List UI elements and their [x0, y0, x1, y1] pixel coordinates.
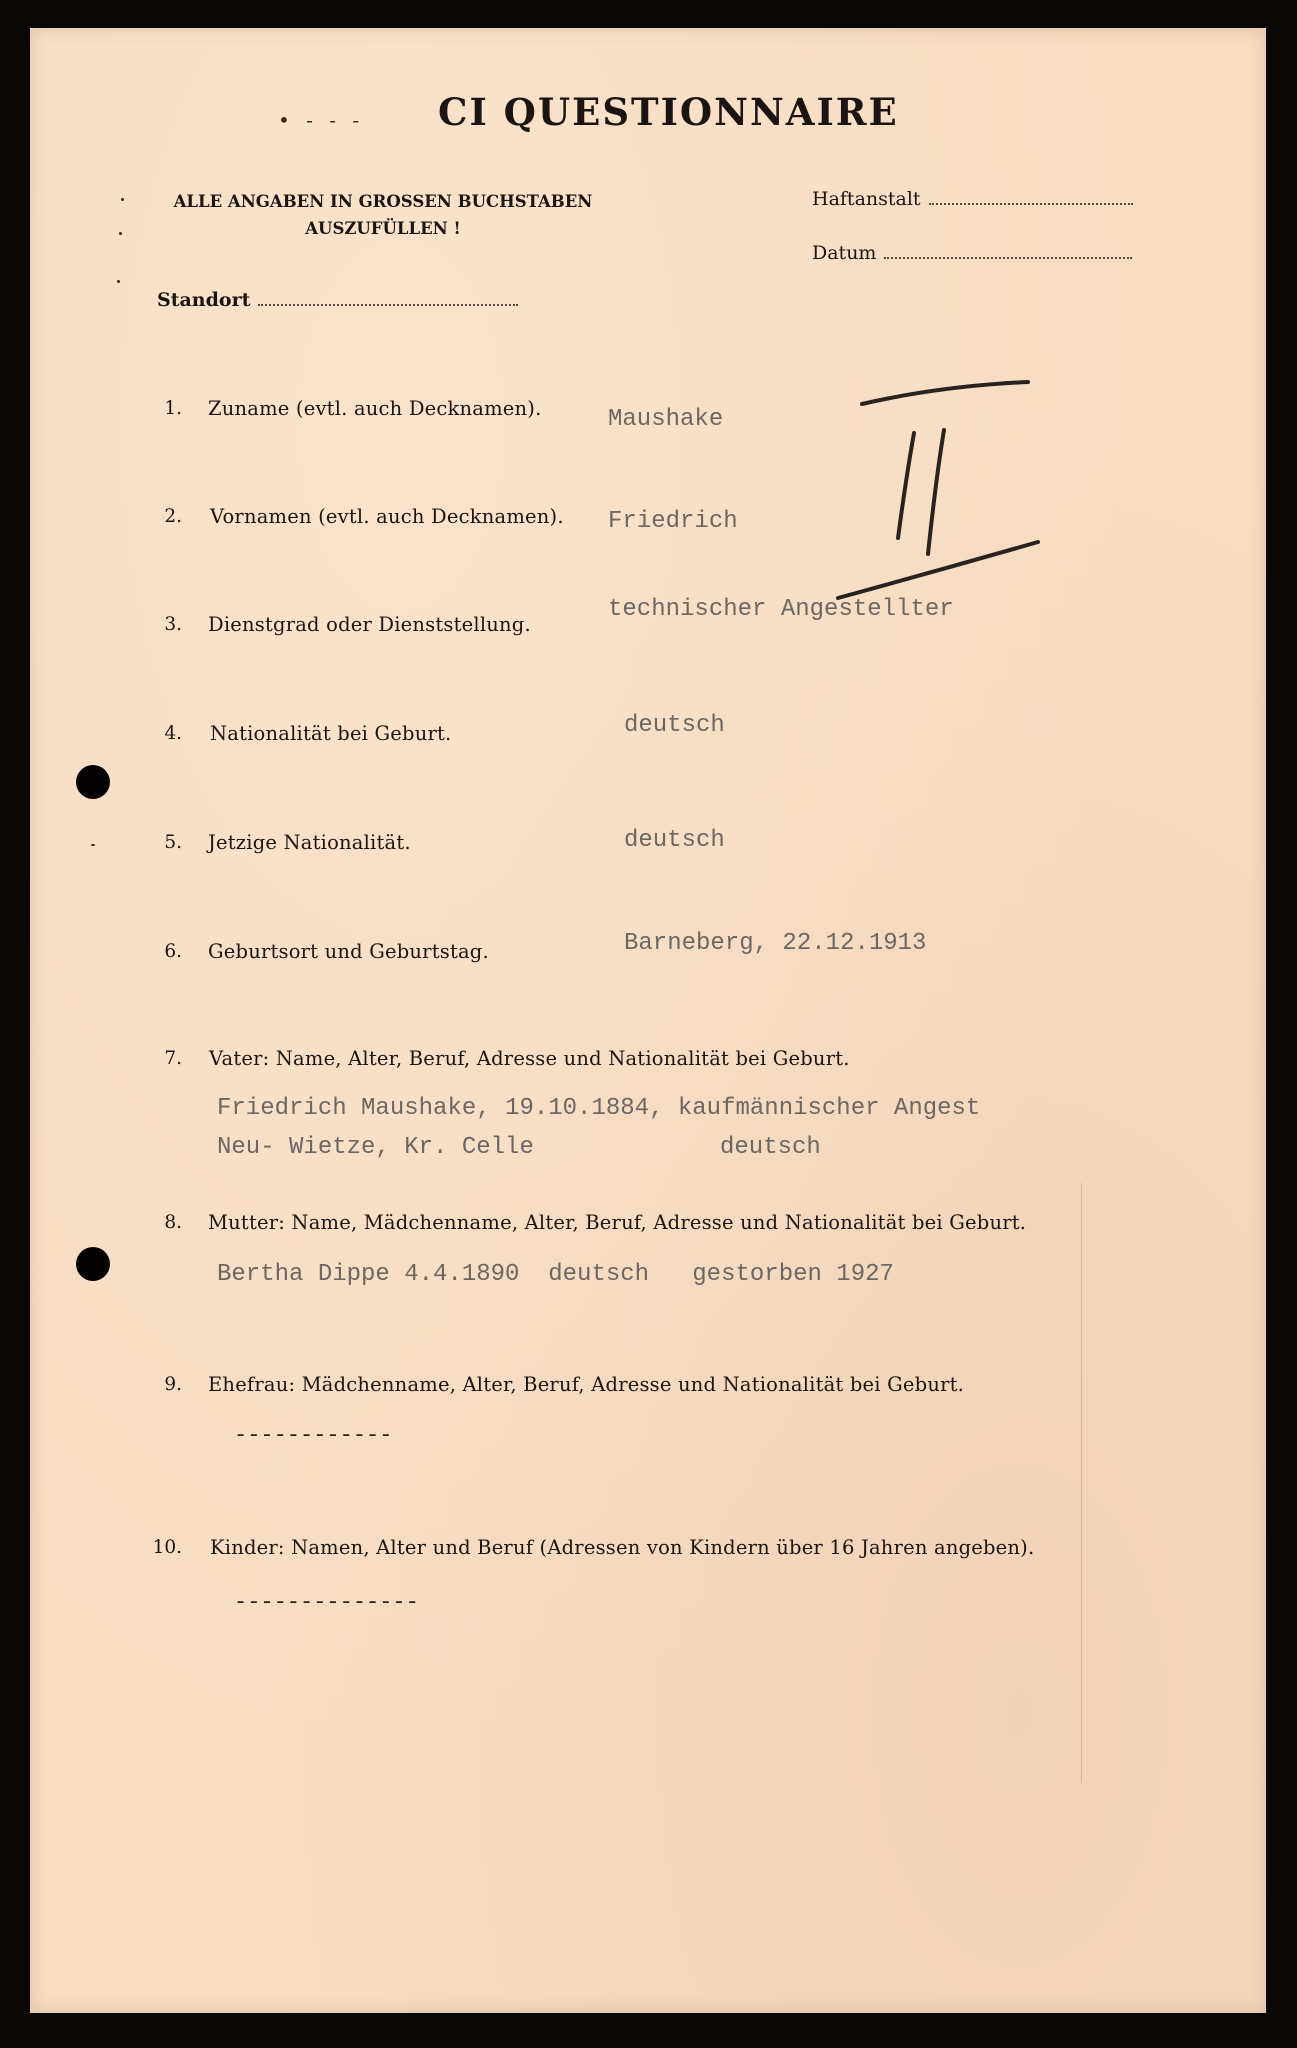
typed-answer: Bertha Dippe 4.4.1890 deutsch gestorben 1927: [217, 1261, 894, 1288]
typed-answer-line-1: Friedrich Maushake, 19.10.1884, kaufmännischer Angest: [217, 1095, 981, 1122]
datum-field: [812, 242, 1132, 264]
question-number: 9.: [164, 1374, 182, 1395]
typed-answer-address: Neu- Wietze, Kr. Celle: [217, 1134, 534, 1161]
empty-answer-dashes: ------------: [234, 1423, 393, 1448]
typed-answer: deutsch: [624, 827, 725, 854]
title-decorative-marks: • - - -: [278, 108, 365, 132]
datum-blank: [884, 257, 1132, 259]
question-number: 10.: [152, 1537, 182, 1558]
question-text: Geburtsort und Geburtstag.: [208, 940, 489, 963]
paper-speck: [121, 198, 124, 201]
question-text: Dienstgrad oder Dienststellung.: [208, 613, 531, 636]
haftanstalt-label: Haftanstalt: [812, 188, 921, 210]
punch-hole: [76, 1247, 110, 1281]
paper-speck: [91, 844, 95, 846]
empty-answer-dashes: --------------: [234, 1590, 419, 1615]
paper-speck: [117, 280, 120, 283]
question-number: 8.: [164, 1212, 182, 1233]
form-title: CI QUESTIONNAIRE: [438, 90, 899, 134]
question-text: Vater: Name, Alter, Beruf, Adresse und Nationalität bei Geburt.: [209, 1047, 850, 1070]
question-number: 2.: [164, 506, 182, 527]
question-number: 4.: [164, 723, 182, 744]
punch-hole: [76, 765, 110, 799]
typed-answer: technischer Angestellter: [608, 596, 954, 623]
typed-answer: deutsch: [624, 712, 725, 739]
question-number: 5.: [164, 832, 182, 853]
haftanstalt-field: [812, 188, 1133, 210]
instruction-line-1: ALLE ANGABEN IN GROSSEN BUCHSTABEN: [173, 192, 593, 211]
question-text: Kinder: Namen, Alter und Beruf (Adressen von Kindern über 16 Jahren angeben).: [210, 1536, 1035, 1559]
fill-instruction: [158, 188, 608, 242]
question-number: 7.: [164, 1048, 182, 1069]
typed-answer-nationality: deutsch: [720, 1134, 821, 1161]
question-text: Jetzige Nationalität.: [208, 831, 411, 854]
standort-field: [157, 289, 518, 311]
question-text: Zuname (evtl. auch Decknamen).: [208, 397, 542, 420]
typed-answer: Friedrich: [608, 508, 738, 535]
question-number: 1.: [164, 398, 182, 419]
standort-label: Standort: [157, 289, 251, 311]
question-number: 6.: [164, 941, 182, 962]
questionnaire-page: [30, 28, 1266, 2013]
typed-answer: Maushake: [608, 406, 724, 433]
haftanstalt-blank: [929, 203, 1133, 205]
handwritten-mark-icon: [790, 338, 1050, 628]
typed-answer: Barneberg, 22.12.1913: [624, 930, 927, 957]
instruction-line-2: AUSZUFÜLLEN !: [305, 219, 461, 238]
question-text: Vornamen (evtl. auch Decknamen).: [210, 505, 564, 528]
question-text: Nationalität bei Geburt.: [210, 722, 452, 745]
margin-rule: [1081, 1183, 1082, 1783]
question-text: Ehefrau: Mädchenname, Alter, Beruf, Adresse und Nationalität bei Geburt.: [208, 1373, 965, 1396]
datum-label: Datum: [812, 242, 877, 264]
question-number: 3.: [164, 614, 182, 635]
standort-blank: [258, 304, 518, 306]
question-text: Mutter: Name, Mädchenname, Alter, Beruf, Adresse und Nationalität bei Geburt.: [208, 1211, 1027, 1234]
paper-speck: [119, 232, 122, 235]
